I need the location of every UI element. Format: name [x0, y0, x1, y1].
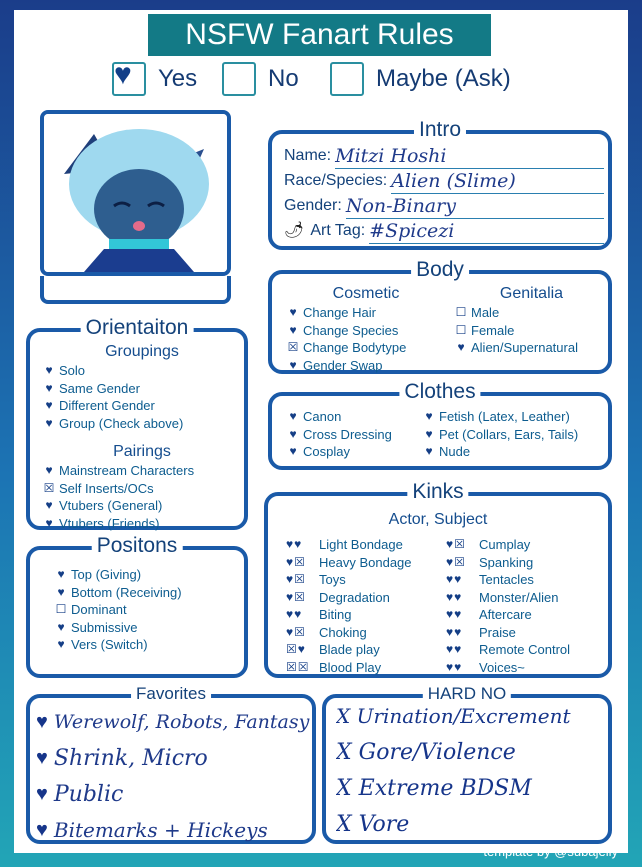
hard-no-panel — [322, 684, 612, 844]
kink-label: Voices~ — [479, 659, 525, 675]
heart-icon[interactable]: ♥ — [289, 409, 297, 423]
heart-icon[interactable]: ♥ — [45, 380, 53, 395]
kink-label: Aftercare — [479, 607, 532, 622]
kink-item — [286, 624, 446, 642]
gender-value: Non-Binary — [346, 194, 604, 219]
checklist-item — [42, 415, 242, 433]
checklist-label: Vers (Switch) — [71, 637, 148, 652]
heart-icon[interactable]: ♥ — [289, 357, 297, 372]
groupings-heading: Groupings — [105, 343, 179, 360]
checklist-label: Vtubers (General) — [59, 498, 163, 513]
heart-icon[interactable]: ♥ — [425, 444, 433, 458]
heart-icon[interactable]: ♥ — [57, 567, 65, 581]
heart-icon[interactable]: ♥ — [45, 415, 53, 430]
checklist-label: Fetish (Latex, Leather) — [439, 409, 570, 424]
heart-icon: ♥ — [36, 746, 48, 769]
empty-box-icon[interactable]: ☐ — [55, 602, 67, 616]
yes-checkbox[interactable] — [112, 58, 146, 96]
checklist-item — [42, 462, 242, 480]
genitalia-list — [454, 304, 609, 357]
kink-marks-icon[interactable]: ♥♥ — [446, 589, 463, 604]
kink-label: Tentacles — [479, 572, 534, 587]
intro-heading: Intro — [414, 117, 466, 143]
favorites-heading: Favorites — [131, 681, 211, 707]
heart-icon: ♥ — [36, 818, 48, 841]
heart-icon[interactable]: ♥ — [45, 398, 53, 412]
checklist-label: Self Inserts/OCs — [59, 480, 154, 496]
avatar-caption-box — [40, 276, 231, 304]
heart-icon: ♥ — [114, 58, 132, 91]
checklist-label: Alien/Supernatural — [471, 340, 578, 355]
kink-item — [286, 659, 446, 677]
checklist-label: Group (Check above) — [59, 415, 184, 431]
positions-panel — [26, 534, 248, 678]
kink-label: Biting — [319, 607, 352, 622]
checklist-label: Male — [471, 305, 500, 320]
kink-item — [286, 536, 446, 554]
arttag-value: #Spicezi — [369, 219, 604, 244]
key-yes — [112, 58, 198, 96]
heart-icon[interactable]: ♥ — [289, 444, 297, 458]
kink-marks-icon[interactable]: ♥☒ — [446, 537, 466, 551]
heart-icon[interactable]: ♥ — [57, 637, 65, 651]
hard-no-list — [336, 704, 608, 848]
cosmetic-column — [286, 284, 446, 374]
heart-icon[interactable]: ♥ — [45, 363, 53, 377]
heart-icon[interactable]: ♥ — [425, 409, 433, 423]
heart-icon[interactable]: ♥ — [45, 463, 53, 477]
heart-icon: ♥ — [36, 782, 48, 805]
checklist-item — [286, 322, 446, 340]
heart-icon[interactable]: ♥ — [57, 584, 65, 599]
checklist-item — [42, 362, 242, 380]
heart-icon[interactable]: ♥ — [45, 515, 53, 530]
favorites-list — [36, 704, 316, 848]
checklist-item — [422, 408, 612, 426]
kink-label: Spanking — [479, 554, 534, 570]
pairings-list — [42, 462, 242, 532]
favorite-item: ♥ Bitemarks + Hickeys — [36, 818, 268, 842]
cosmetic-heading: Cosmetic — [332, 285, 400, 302]
kink-marks-icon[interactable]: ♥♥ — [286, 537, 303, 551]
race-field — [284, 169, 604, 194]
pairings-heading: Pairings — [113, 443, 171, 460]
kink-item — [446, 536, 610, 554]
genitalia-heading: Genitalia — [499, 285, 564, 302]
checklist-item — [286, 357, 446, 375]
checklist-item — [286, 408, 426, 426]
kinks-left-list — [286, 536, 446, 676]
name-field — [284, 144, 604, 169]
kink-label: Blade play — [319, 642, 380, 657]
favorites-panel — [26, 684, 316, 844]
avatar-illustration — [44, 114, 227, 272]
checklist-label: Mainstream Characters — [59, 463, 195, 478]
name-value: Mitzi Hoshi — [335, 144, 604, 169]
checklist-item — [454, 322, 609, 340]
checklist-label: Canon — [303, 409, 342, 424]
positions-heading: Positons — [92, 533, 183, 559]
favorite-item: ♥ Werewolf, Robots, Fantasy — [36, 710, 310, 733]
checklist-label: Vtubers (Friends) — [59, 515, 160, 531]
body-panel — [268, 258, 612, 374]
kink-item — [446, 606, 610, 624]
orientation-panel — [26, 316, 248, 531]
checklist-item — [454, 304, 609, 322]
favorite-item: ♥ Public — [36, 781, 124, 807]
checklist-label: Same Gender — [59, 380, 140, 396]
checklist-item — [54, 619, 244, 637]
cosmetic-list — [286, 304, 446, 374]
kink-label: Praise — [479, 624, 516, 640]
x-box-icon[interactable]: ☒ — [43, 480, 55, 495]
kink-item — [286, 606, 446, 624]
clothes-panel — [268, 380, 612, 470]
checklist-item — [54, 601, 244, 619]
kink-marks-icon[interactable]: ♥☒ — [286, 554, 306, 569]
kinks-right-list — [446, 536, 610, 676]
empty-box-icon[interactable]: ☐ — [455, 322, 467, 337]
intro-panel — [268, 118, 612, 250]
heart-icon: ♥ — [36, 710, 48, 733]
checklist-item — [286, 426, 426, 444]
gender-field — [284, 194, 604, 219]
no-checkbox[interactable] — [222, 62, 256, 96]
checklist-label: Change Species — [303, 322, 399, 338]
heart-icon[interactable]: ♥ — [289, 322, 297, 337]
kink-marks-icon[interactable]: ☒☒ — [286, 659, 310, 674]
checklist-label: Top (Giving) — [71, 567, 142, 582]
hard-no-heading: HARD NO — [423, 681, 511, 707]
kink-marks-icon[interactable]: ♥♥ — [446, 624, 463, 639]
kink-marks-icon[interactable]: ♥☒ — [286, 572, 306, 586]
checklist-label: Gender Swap — [303, 357, 383, 373]
arttag-label: Art Tag: — [310, 222, 366, 239]
heart-icon[interactable]: ♥ — [457, 340, 465, 354]
kink-marks-icon[interactable]: ♥♥ — [446, 659, 463, 674]
kink-item — [446, 554, 610, 572]
checklist-item — [286, 443, 426, 461]
kink-label: Choking — [319, 624, 367, 640]
heart-icon[interactable]: ♥ — [289, 426, 297, 441]
kink-marks-icon[interactable]: ♥☒ — [286, 589, 306, 604]
checklist-item — [54, 566, 244, 584]
key-yes-label: Yes — [158, 65, 198, 92]
kink-label: Light Bondage — [319, 537, 403, 552]
kinks-subheading: Actor, Subject — [388, 511, 488, 528]
favorite-item: ♥ Shrink, Micro — [36, 745, 208, 771]
kink-marks-icon[interactable]: ♥♥ — [446, 572, 463, 586]
kink-label: Remote Control — [479, 642, 571, 657]
checklist-item — [42, 515, 242, 533]
maybe-checkbox[interactable] — [330, 62, 364, 96]
template-credit: template by @subajelly — [483, 844, 618, 859]
kink-label: Heavy Bondage — [319, 554, 412, 570]
checklist-label: Bottom (Receiving) — [71, 584, 182, 600]
kink-label: Cumplay — [479, 537, 531, 552]
heart-icon[interactable]: ♥ — [289, 305, 297, 319]
empty-box-icon[interactable]: ☐ — [455, 305, 467, 319]
kink-marks-icon[interactable]: ♥☒ — [286, 624, 306, 639]
kink-label: Degradation — [319, 589, 390, 605]
checklist-item — [286, 304, 446, 322]
name-label: Name: — [284, 147, 332, 164]
x-box-icon[interactable]: ☒ — [287, 340, 299, 354]
race-label: Race/Species: — [284, 172, 388, 189]
heart-icon[interactable]: ♥ — [57, 619, 65, 634]
genitalia-column — [454, 284, 609, 357]
checklist-label: Dominant — [71, 602, 127, 617]
orientation-heading: Orientaiton — [81, 315, 194, 341]
key-maybe — [330, 62, 511, 96]
checklist-label: Nude — [439, 444, 471, 459]
kink-item — [286, 641, 446, 659]
checklist-label: Pet (Collars, Ears, Tails) — [439, 426, 579, 442]
checklist-label: Cross Dressing — [303, 426, 392, 442]
heart-icon[interactable]: ♥ — [425, 426, 433, 441]
kink-label: Blood Play — [319, 659, 382, 675]
clothes-right-list — [422, 408, 612, 461]
kink-item — [446, 589, 610, 607]
hard-no-item: X Extreme BDSM — [336, 776, 532, 801]
page-title: NSFW Fanart Rules — [148, 14, 491, 56]
kink-marks-icon[interactable]: ♥♥ — [446, 607, 463, 621]
heart-icon[interactable]: ♥ — [45, 498, 53, 512]
key-maybe-label: Maybe (Ask) — [376, 65, 511, 92]
hard-no-item: X Urination/Excrement — [336, 704, 571, 728]
kink-marks-icon[interactable]: ♥☒ — [446, 554, 466, 569]
race-value: Alien (Slime) — [391, 169, 604, 194]
key-no-label: No — [268, 65, 299, 92]
kink-label: Toys — [319, 572, 346, 587]
checklist-item — [42, 497, 242, 515]
body-heading: Body — [411, 257, 469, 283]
kink-item — [286, 554, 446, 572]
checklist-item — [422, 443, 612, 461]
checklist-label: Cosplay — [303, 444, 350, 459]
positions-list — [54, 566, 244, 654]
kink-item — [446, 641, 610, 659]
checklist-item — [286, 339, 446, 357]
kink-marks-icon[interactable]: ♥♥ — [286, 607, 303, 621]
checklist-item — [54, 636, 244, 654]
key-no — [222, 62, 299, 96]
kink-item — [286, 571, 446, 589]
groupings-list — [42, 362, 242, 432]
checklist-item — [454, 339, 609, 357]
checklist-label: Submissive — [71, 619, 138, 635]
hard-no-item: X Gore/Violence — [336, 740, 516, 765]
kink-item — [286, 589, 446, 607]
character-avatar — [40, 110, 231, 276]
kink-marks-icon[interactable]: ♥♥ — [446, 642, 463, 656]
kink-marks-icon[interactable]: ☒♥ — [286, 642, 306, 656]
kink-label: Monster/Alien — [479, 589, 559, 605]
checklist-item — [42, 380, 242, 398]
kink-item — [446, 571, 610, 589]
checklist-item — [422, 426, 612, 444]
checklist-label: Female — [471, 322, 515, 338]
kink-item — [446, 659, 610, 677]
checklist-label: Different Gender — [59, 398, 155, 413]
kink-item — [446, 624, 610, 642]
pepper-icon: 🌶 — [284, 222, 305, 239]
checklist-item — [42, 397, 242, 415]
arttag-field — [284, 219, 604, 244]
checklist-item — [42, 480, 242, 498]
kinks-panel — [264, 480, 612, 678]
checklist-label: Change Bodytype — [303, 340, 407, 355]
hard-no-item: X Vore — [336, 812, 410, 837]
kinks-heading: Kinks — [407, 479, 468, 505]
gender-label: Gender: — [284, 197, 342, 214]
clothes-heading: Clothes — [399, 379, 480, 405]
clothes-left-list — [286, 408, 426, 461]
checklist-label: Solo — [59, 363, 86, 378]
checklist-item — [54, 584, 244, 602]
checklist-label: Change Hair — [303, 305, 376, 320]
